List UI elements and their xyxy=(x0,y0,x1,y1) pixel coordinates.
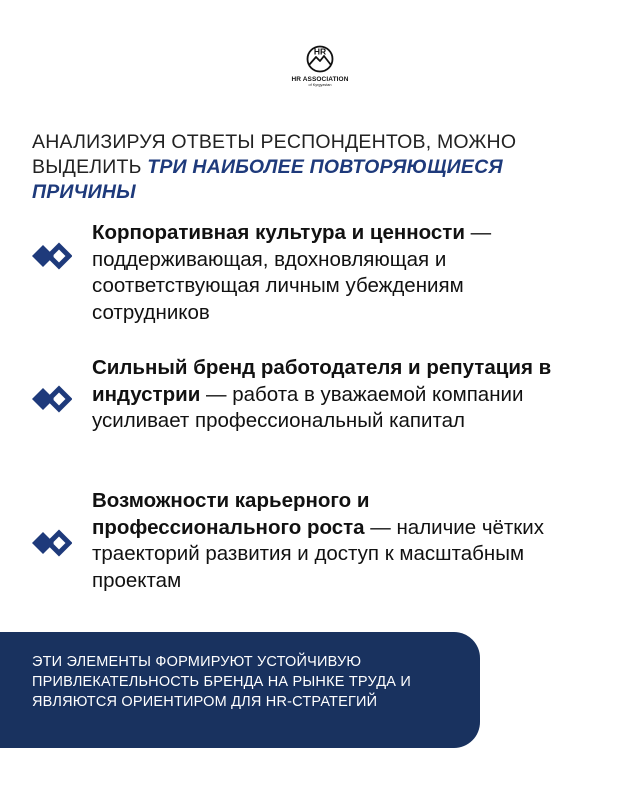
reason-text xyxy=(92,355,572,435)
double-diamond-bullet-icon xyxy=(32,385,72,413)
hr-mountain-logo-icon xyxy=(305,44,335,76)
double-diamond-bullet-icon xyxy=(32,529,72,557)
double-diamond-bullet-icon xyxy=(32,242,72,270)
logo-subtitle: of Kyrgyzstan xyxy=(308,83,332,87)
reason-title: Корпоративная культура и ценности xyxy=(92,221,465,244)
reason-description: — работа в уважаемой компании усиливает профессиональный капитал xyxy=(92,382,524,432)
reason-item-growth xyxy=(32,488,592,598)
conclusion-text: ЭТИ ЭЛЕМЕНТЫ ФОРМИРУЮТ УСТОЙЧИВУЮ ПРИВЛЕКАТЕЛЬНОСТЬ БРЕНДА НА РЫНКЕ ТРУДА И ЯВЛЯЮТСЯ ОРИЕНТИРОМ ДЛЯ HR-СТРАТЕГИЙ xyxy=(32,654,411,710)
reason-item-culture xyxy=(32,220,592,330)
intro-accent: ТРИ НАИБОЛЕЕ ПОВТОРЯЮЩИЕСЯ ПРИЧИНЫ xyxy=(32,156,503,203)
reason-item-brand xyxy=(32,355,592,465)
logo-mark: HR xyxy=(313,46,327,57)
hr-association-logo xyxy=(286,44,354,98)
reason-text xyxy=(92,488,572,594)
intro-heading xyxy=(32,130,612,205)
logo-name: HR ASSOCIATION xyxy=(291,76,349,83)
reason-description: — поддерживающая, вдохновляющая и соответствующая личным убеждениям сотрудников xyxy=(92,221,492,324)
intro-lead: АНАЛИЗИРУЯ ОТВЕТЫ РЕСПОНДЕНТОВ, МОЖНО ВЫДЕЛИТЬ xyxy=(32,131,517,178)
reason-title: Сильный бренд работодателя и репутация в индустрии xyxy=(92,356,552,406)
reason-text xyxy=(92,220,572,326)
reason-description: — наличие чётких траекторий развития и доступ к масштабным проектам xyxy=(92,515,544,592)
reason-title: Возможности карьерного и профессионального роста xyxy=(92,489,370,539)
